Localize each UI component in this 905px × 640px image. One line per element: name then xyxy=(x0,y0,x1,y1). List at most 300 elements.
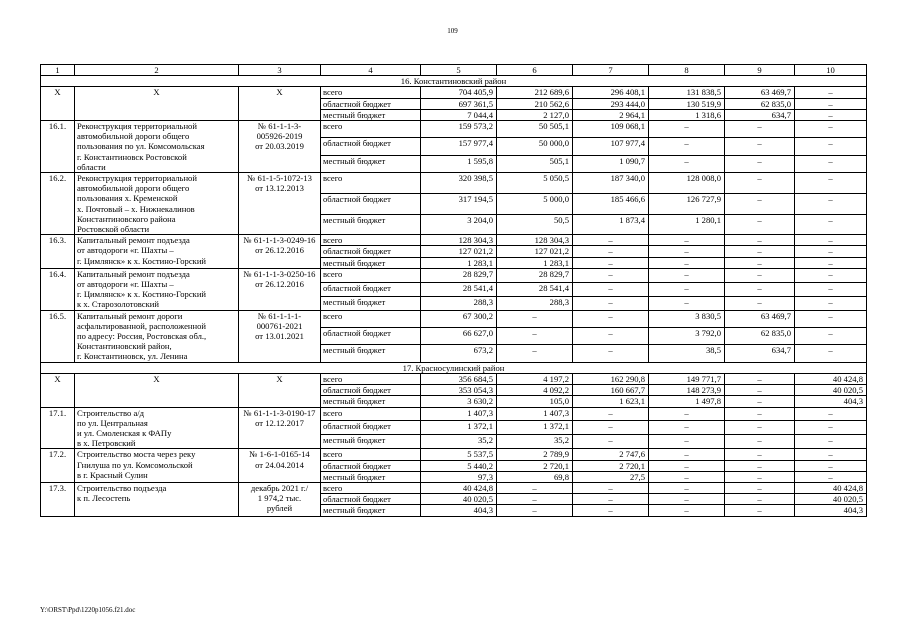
document-details xyxy=(239,373,321,407)
amount-cell: – xyxy=(725,471,795,482)
amount-cell: 5 050,5 xyxy=(497,173,573,194)
column-number-cell: 7 xyxy=(573,65,649,76)
budget-type: областной бюджет xyxy=(321,460,421,471)
amount-cell: – xyxy=(725,246,795,257)
budget-type: местный бюджет xyxy=(321,214,421,235)
object-name-line: Капитальный ремонт дороги xyxy=(77,310,183,321)
amount-cell: 1 407,3 xyxy=(497,407,573,421)
column-number-row xyxy=(41,65,867,76)
amount-cell: – xyxy=(725,396,795,407)
amount-cell: – xyxy=(795,421,867,435)
object-name xyxy=(75,87,239,121)
amount-cell: – xyxy=(649,505,725,516)
amount-cell: – xyxy=(649,460,725,471)
object-name-line: Строительство а/д xyxy=(77,407,145,418)
amount-cell: 27,5 xyxy=(573,471,649,482)
document-details xyxy=(239,87,321,121)
amount-cell: – xyxy=(573,235,649,246)
object-name xyxy=(75,449,239,483)
object-name xyxy=(75,407,239,449)
budget-type: местный бюджет xyxy=(321,345,421,362)
document-line: № 61-1-5-1072-13 xyxy=(247,173,312,184)
amount-cell: – xyxy=(795,98,867,109)
amount-cell: – xyxy=(573,482,649,493)
amount-cell: 50 000,0 xyxy=(497,138,573,155)
document-details xyxy=(239,482,321,516)
amount-cell: 3 830,5 xyxy=(649,310,725,327)
amount-cell: 2 789,9 xyxy=(497,449,573,460)
column-number-cell: 9 xyxy=(725,65,795,76)
amount-cell: 40 424,8 xyxy=(795,482,867,493)
file-path-footer: Y:\ORST\Ppd\1220p1056.f21.doc xyxy=(40,606,136,614)
object-name xyxy=(75,310,239,362)
amount-cell: 1 873,4 xyxy=(573,214,649,235)
object-name-line: области xyxy=(77,161,106,172)
amount-cell: 149 771,7 xyxy=(649,373,725,384)
amount-cell: 40 020,5 xyxy=(795,494,867,505)
amount-cell: – xyxy=(573,310,649,327)
amount-cell: – xyxy=(497,482,573,493)
object-name-line: асфальтированной, расположенной xyxy=(77,320,206,331)
object-name-line: Строительство подъезда xyxy=(77,482,167,493)
amount-cell: 38,5 xyxy=(649,345,725,362)
amount-cell: – xyxy=(573,494,649,505)
row-number: Х xyxy=(41,373,75,407)
amount-cell: – xyxy=(725,296,795,310)
object-name-line: к п. Лесостепь xyxy=(77,493,131,504)
amount-cell: – xyxy=(725,421,795,435)
amount-cell: 1 283,1 xyxy=(497,257,573,268)
document-line: 000761-2021 xyxy=(256,320,303,331)
amount-cell: – xyxy=(725,235,795,246)
budget-type: всего xyxy=(321,310,421,327)
amount-cell: 296 408,1 xyxy=(573,87,649,98)
object-name-line: Капитальный ремонт подъезда xyxy=(77,268,190,279)
amount-cell: 128 304,3 xyxy=(497,235,573,246)
amount-cell: – xyxy=(497,328,573,345)
amount-cell: 62 835,0 xyxy=(725,328,795,345)
financing-table xyxy=(40,64,867,517)
row-number: 17.1. xyxy=(41,407,75,449)
budget-type: местный бюджет xyxy=(321,471,421,482)
table-row xyxy=(41,173,867,194)
amount-cell: 127 021,2 xyxy=(421,246,497,257)
object-name-line: Гнилуша по ул. Комсомольской xyxy=(77,459,193,470)
amount-cell: – xyxy=(649,121,725,138)
amount-cell: 1 372,1 xyxy=(421,421,497,435)
amount-cell: – xyxy=(725,449,795,460)
amount-cell: – xyxy=(573,407,649,421)
document-line: от 26.12.2016 xyxy=(255,279,304,290)
budget-type: областной бюджет xyxy=(321,328,421,345)
document-line: от 24.04.2014 xyxy=(255,459,304,470)
amount-cell: – xyxy=(725,494,795,505)
budget-type: областной бюджет xyxy=(321,385,421,396)
object-name xyxy=(75,373,239,407)
amount-cell: 1 283,1 xyxy=(421,257,497,268)
amount-cell: – xyxy=(795,193,867,214)
amount-cell: 162 290,8 xyxy=(573,373,649,384)
object-name-line: х. Почтовый – х. Нижнекалинов xyxy=(77,203,195,214)
budget-type: областной бюджет xyxy=(321,138,421,155)
amount-cell: 634,7 xyxy=(725,109,795,120)
amount-cell: – xyxy=(497,494,573,505)
object-name-line: пользования по ул. Комсомольская xyxy=(77,141,205,152)
amount-cell: 126 727,9 xyxy=(649,193,725,214)
table-row xyxy=(41,449,867,460)
document-details xyxy=(239,310,321,362)
amount-cell: – xyxy=(573,421,649,435)
object-name-line: г. Цимлянск» к х. Костино-Горский xyxy=(77,255,207,266)
object-name-line: автомобильной дороги общего xyxy=(77,183,190,194)
amount-cell: 66 627,0 xyxy=(421,328,497,345)
document-line: от 13.12.2013 xyxy=(255,183,304,194)
object-name-line: Капитальный ремонт подъезда xyxy=(77,235,190,246)
amount-cell: 157 977,4 xyxy=(421,138,497,155)
amount-cell: – xyxy=(649,296,725,310)
budget-type: областной бюджет xyxy=(321,421,421,435)
amount-cell: 288,3 xyxy=(421,296,497,310)
amount-cell: 109 068,1 xyxy=(573,121,649,138)
object-name-line: к х. Старозолотовский xyxy=(77,299,159,310)
table-row xyxy=(41,87,867,98)
amount-cell: 35,2 xyxy=(497,435,573,449)
column-number-cell: 5 xyxy=(421,65,497,76)
amount-cell: – xyxy=(795,435,867,449)
amount-cell: 107 977,4 xyxy=(573,138,649,155)
amount-cell: – xyxy=(795,328,867,345)
document-line: № 61-1-1-3-0190-17 xyxy=(243,407,316,418)
object-name xyxy=(75,482,239,516)
amount-cell: – xyxy=(795,173,867,194)
object-name-line: от автодороги «г. Шахты – xyxy=(77,279,174,290)
budget-type: областной бюджет xyxy=(321,246,421,257)
amount-cell: – xyxy=(649,494,725,505)
document-line: от 13.01.2021 xyxy=(255,331,304,342)
budget-type: всего xyxy=(321,482,421,493)
document-line: Х xyxy=(276,373,283,384)
amount-cell: 1 372,1 xyxy=(497,421,573,435)
document-line: 005926-2019 xyxy=(256,131,303,142)
budget-type: всего xyxy=(321,407,421,421)
document-line: № 1-6-1-0165-14 xyxy=(249,449,310,460)
amount-cell: – xyxy=(795,109,867,120)
amount-cell: – xyxy=(725,138,795,155)
amount-cell: – xyxy=(497,505,573,516)
amount-cell: 2 720,1 xyxy=(573,460,649,471)
amount-cell: – xyxy=(649,421,725,435)
budget-type: областной бюджет xyxy=(321,494,421,505)
budget-type: всего xyxy=(321,373,421,384)
amount-cell: – xyxy=(725,282,795,296)
table-row xyxy=(41,121,867,138)
amount-cell: 1 280,1 xyxy=(649,214,725,235)
amount-cell: – xyxy=(725,155,795,172)
amount-cell: – xyxy=(725,257,795,268)
document-line: 1 974,2 тыс. xyxy=(257,493,302,504)
document-line: № 61-1-1-3-0250-16 xyxy=(243,268,316,279)
budget-type: всего xyxy=(321,121,421,138)
column-number-cell: 6 xyxy=(497,65,573,76)
amount-cell: – xyxy=(497,310,573,327)
amount-cell: – xyxy=(795,296,867,310)
object-name-line: по ул. Центральная xyxy=(77,417,148,428)
object-name-line: Х xyxy=(153,373,160,384)
amount-cell: 404,3 xyxy=(795,505,867,516)
budget-type: всего xyxy=(321,449,421,460)
table-row xyxy=(41,310,867,327)
budget-type: местный бюджет xyxy=(321,435,421,449)
amount-cell: 320 398,5 xyxy=(421,173,497,194)
column-number-cell: 10 xyxy=(795,65,867,76)
object-name-line: Константиновского района xyxy=(77,213,176,224)
amount-cell: 1 090,7 xyxy=(573,155,649,172)
amount-cell: 704 405,9 xyxy=(421,87,497,98)
amount-cell: – xyxy=(573,282,649,296)
object-name xyxy=(75,173,239,235)
row-number: 16.3. xyxy=(41,235,75,269)
amount-cell: – xyxy=(649,407,725,421)
amount-cell: 97,3 xyxy=(421,471,497,482)
table-row xyxy=(41,407,867,421)
object-name-line: Строительство моста через реку xyxy=(77,449,196,460)
amount-cell: 212 689,6 xyxy=(497,87,573,98)
amount-cell: 130 519,9 xyxy=(649,98,725,109)
object-name-line: Реконструкция территориальной xyxy=(77,173,197,184)
amount-cell: – xyxy=(795,449,867,460)
amount-cell: – xyxy=(649,138,725,155)
amount-cell: – xyxy=(725,214,795,235)
object-name-line: по адресу: Россия, Ростовская обл., xyxy=(77,331,207,342)
amount-cell: 40 424,8 xyxy=(421,482,497,493)
amount-cell: – xyxy=(795,471,867,482)
amount-cell: – xyxy=(649,471,725,482)
document-line: рублей xyxy=(266,503,293,514)
row-number: 16.4. xyxy=(41,268,75,310)
budget-type: местный бюджет xyxy=(321,296,421,310)
amount-cell: 4 092,2 xyxy=(497,385,573,396)
amount-cell: 40 020,5 xyxy=(795,385,867,396)
section-title-row xyxy=(41,76,867,87)
amount-cell: – xyxy=(795,345,867,362)
amount-cell: 63 469,7 xyxy=(725,310,795,327)
amount-cell: 1 318,6 xyxy=(649,109,725,120)
document-line: от 26.12.2016 xyxy=(255,245,304,256)
amount-cell: 404,3 xyxy=(795,396,867,407)
amount-cell: 505,1 xyxy=(497,155,573,172)
amount-cell: – xyxy=(795,121,867,138)
object-name-line: пользования х. Кременской xyxy=(77,193,178,204)
column-number-cell: 2 xyxy=(75,65,239,76)
amount-cell: 40 424,8 xyxy=(795,373,867,384)
amount-cell: – xyxy=(649,155,725,172)
amount-cell: 697 361,5 xyxy=(421,98,497,109)
document-line: от 12.12.2017 xyxy=(255,417,304,428)
amount-cell: – xyxy=(649,449,725,460)
amount-cell: 160 667,7 xyxy=(573,385,649,396)
section-title: 16. Константиновский район xyxy=(41,76,867,87)
object-name-line: и ул. Смоленская к ФАПу xyxy=(77,427,172,438)
amount-cell: – xyxy=(725,385,795,396)
amount-cell: 28 829,7 xyxy=(497,268,573,282)
amount-cell: – xyxy=(725,173,795,194)
amount-cell: – xyxy=(795,246,867,257)
amount-cell: – xyxy=(725,121,795,138)
amount-cell: – xyxy=(725,373,795,384)
amount-cell: 67 300,2 xyxy=(421,310,497,327)
amount-cell: – xyxy=(795,155,867,172)
row-number: 17.2. xyxy=(41,449,75,483)
amount-cell: 3 204,0 xyxy=(421,214,497,235)
object-name-line: от автодороги «г. Шахты – xyxy=(77,245,174,256)
budget-type: местный бюджет xyxy=(321,109,421,120)
amount-cell: – xyxy=(725,193,795,214)
amount-cell: 50,5 xyxy=(497,214,573,235)
amount-cell: 1 407,3 xyxy=(421,407,497,421)
amount-cell: – xyxy=(795,257,867,268)
budget-type: всего xyxy=(321,87,421,98)
amount-cell: – xyxy=(649,257,725,268)
amount-cell: 62 835,0 xyxy=(725,98,795,109)
object-name-line: г. Константиновск Ростовской xyxy=(77,151,187,162)
amount-cell: 5 537,5 xyxy=(421,449,497,460)
amount-cell: 3 792,0 xyxy=(649,328,725,345)
table-row xyxy=(41,235,867,246)
budget-type: местный бюджет xyxy=(321,257,421,268)
amount-cell: – xyxy=(649,482,725,493)
amount-cell: 35,2 xyxy=(421,435,497,449)
amount-cell: 404,3 xyxy=(421,505,497,516)
amount-cell: – xyxy=(725,505,795,516)
document-details xyxy=(239,449,321,483)
budget-type: местный бюджет xyxy=(321,505,421,516)
document-details xyxy=(239,121,321,173)
amount-cell: 7 044,4 xyxy=(421,109,497,120)
amount-cell: 1 595,8 xyxy=(421,155,497,172)
amount-cell: – xyxy=(795,407,867,421)
amount-cell: – xyxy=(795,235,867,246)
table-row xyxy=(41,373,867,384)
amount-cell: 28 541,4 xyxy=(497,282,573,296)
document-details xyxy=(239,268,321,310)
amount-cell: – xyxy=(795,460,867,471)
amount-cell: – xyxy=(573,268,649,282)
page-number: 109 xyxy=(447,27,458,35)
amount-cell: 50 505,1 xyxy=(497,121,573,138)
amount-cell: – xyxy=(573,505,649,516)
section-title: 17. Красносулинский район xyxy=(41,362,867,373)
column-number-cell: 8 xyxy=(649,65,725,76)
amount-cell: – xyxy=(649,435,725,449)
amount-cell: 187 340,0 xyxy=(573,173,649,194)
amount-cell: 2 747,6 xyxy=(573,449,649,460)
document-details xyxy=(239,407,321,449)
document-line: Х xyxy=(276,87,283,98)
amount-cell: 128 008,0 xyxy=(649,173,725,194)
amount-cell: – xyxy=(795,310,867,327)
budget-type: местный бюджет xyxy=(321,155,421,172)
object-name-line: в г. Красный Сулин xyxy=(77,469,148,480)
amount-cell: – xyxy=(573,345,649,362)
object-name-line: в х. Петровский xyxy=(77,438,136,449)
amount-cell: 2 127,0 xyxy=(497,109,573,120)
amount-cell: 40 020,5 xyxy=(421,494,497,505)
document-line: № 61-1-1-3-0249-16 xyxy=(243,235,316,246)
object-name-line: г. Цимлянск» к х. Костино-Горский xyxy=(77,289,207,300)
amount-cell: – xyxy=(795,87,867,98)
amount-cell: – xyxy=(725,482,795,493)
amount-cell: 293 444,0 xyxy=(573,98,649,109)
budget-type: местный бюджет xyxy=(321,396,421,407)
amount-cell: – xyxy=(649,282,725,296)
amount-cell: 210 562,6 xyxy=(497,98,573,109)
amount-cell: 673,2 xyxy=(421,345,497,362)
amount-cell: – xyxy=(649,268,725,282)
amount-cell: 5 000,0 xyxy=(497,193,573,214)
table-row xyxy=(41,268,867,282)
row-number: 16.1. xyxy=(41,121,75,173)
row-number: 16.2. xyxy=(41,173,75,235)
amount-cell: – xyxy=(725,435,795,449)
amount-cell: – xyxy=(795,268,867,282)
row-number: 17.3. xyxy=(41,482,75,516)
object-name-line: автомобильной дороги общего xyxy=(77,131,190,142)
amount-cell: – xyxy=(725,268,795,282)
budget-type: всего xyxy=(321,235,421,246)
amount-cell: – xyxy=(795,282,867,296)
amount-cell: 634,7 xyxy=(725,345,795,362)
amount-cell: – xyxy=(497,345,573,362)
object-name-line: Х xyxy=(153,87,160,98)
budget-type: всего xyxy=(321,173,421,194)
document-details xyxy=(239,173,321,235)
amount-cell: – xyxy=(573,257,649,268)
amount-cell: 127 021,2 xyxy=(497,246,573,257)
column-number-cell: 1 xyxy=(41,65,75,76)
amount-cell: 356 684,5 xyxy=(421,373,497,384)
amount-cell: 2 964,1 xyxy=(573,109,649,120)
amount-cell: 5 440,2 xyxy=(421,460,497,471)
amount-cell: – xyxy=(649,235,725,246)
budget-type: областной бюджет xyxy=(321,193,421,214)
amount-cell: – xyxy=(725,407,795,421)
amount-cell: 185 466,6 xyxy=(573,193,649,214)
object-name-line: Константиновский район, xyxy=(77,341,172,352)
amount-cell: 4 197,2 xyxy=(497,373,573,384)
amount-cell: – xyxy=(649,246,725,257)
budget-type: всего xyxy=(321,268,421,282)
object-name xyxy=(75,268,239,310)
row-number: 16.5. xyxy=(41,310,75,362)
amount-cell: 69,8 xyxy=(497,471,573,482)
object-name-line: г. Константиновск, ул. Ленина xyxy=(77,351,188,362)
amount-cell: – xyxy=(573,435,649,449)
object-name-line: Ростовской области xyxy=(77,224,150,235)
amount-cell: 63 469,7 xyxy=(725,87,795,98)
object-name-line: Реконструкция территориальной xyxy=(77,121,197,132)
amount-cell: – xyxy=(573,328,649,345)
amount-cell: 1 497,8 xyxy=(649,396,725,407)
amount-cell: – xyxy=(795,214,867,235)
document-line: декабрь 2021 г./ xyxy=(250,482,309,493)
amount-cell: 28 829,7 xyxy=(421,268,497,282)
amount-cell: 28 541,4 xyxy=(421,282,497,296)
document-line: № 61-1-1-1- xyxy=(257,310,302,321)
document-details xyxy=(239,235,321,269)
object-name xyxy=(75,235,239,269)
object-name xyxy=(75,121,239,173)
amount-cell: 128 304,3 xyxy=(421,235,497,246)
